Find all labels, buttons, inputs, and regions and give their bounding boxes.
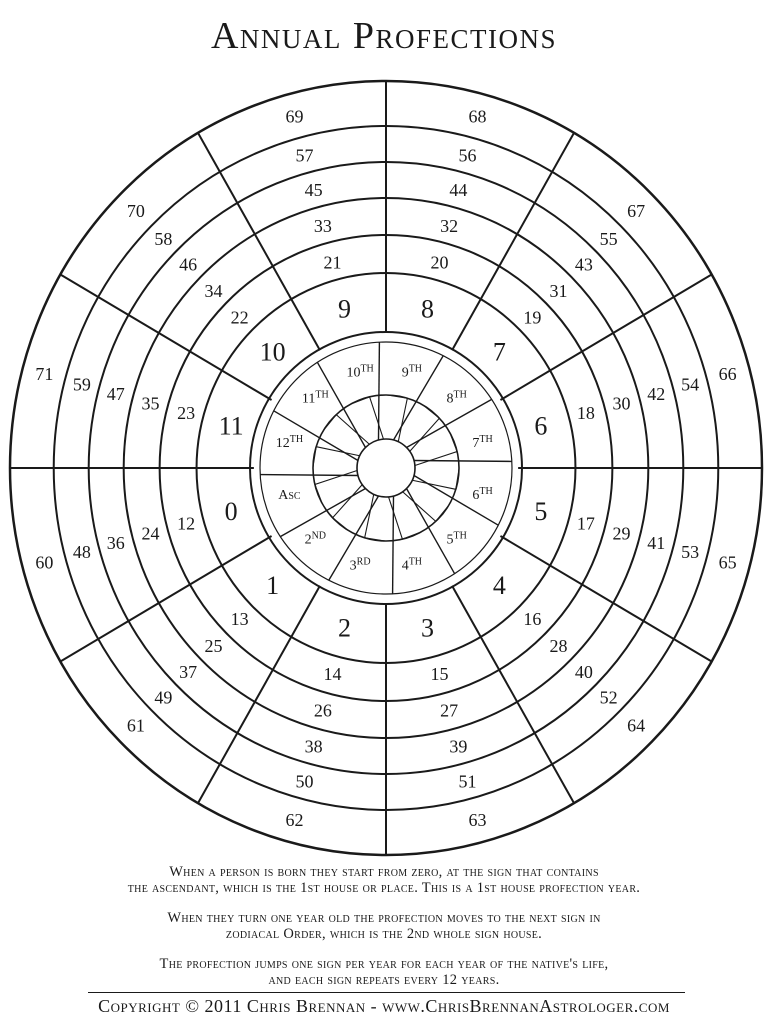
sign-number-label: 69	[285, 106, 304, 127]
sign-number-label: 70	[126, 200, 145, 221]
sign-number-label: 44	[449, 180, 468, 201]
explanation-line: When they turn one year old the profection moves to the next sign in	[167, 910, 601, 926]
house-ordinal-suffix: RD	[356, 556, 371, 568]
explanation-paragraph-1	[0, 864, 768, 896]
sign-number-label: 60	[35, 552, 54, 573]
sign-number-label: 23	[177, 403, 196, 424]
sign-number-label: 61	[126, 715, 145, 736]
hub-ray	[323, 415, 369, 445]
sign-number-label: 16	[523, 608, 542, 629]
sign-number-label: 40	[574, 661, 593, 682]
sign-number-label: 34	[204, 280, 223, 301]
house-label: 8TH	[446, 388, 467, 407]
explanation-line: the ascendant, which is the 1st house or place. This is a 1st house profection year.	[127, 880, 641, 896]
sign-spoke	[500, 536, 711, 662]
house-label: 5TH	[446, 530, 467, 548]
sign-number-label: 26	[313, 700, 332, 721]
hub-ray	[403, 492, 449, 522]
sign-number-label: 24	[141, 523, 160, 544]
sign-number-label: 21	[323, 252, 342, 273]
sign-spoke	[500, 275, 711, 401]
sign-number-label: 64	[627, 715, 646, 736]
sign-spoke	[60, 275, 271, 401]
sign-number-label: 0	[224, 496, 238, 526]
explanation-line: zodiacal Order, which is the 2nd whole sign house.	[225, 926, 543, 942]
house-ordinal-suffix: TH	[408, 556, 423, 568]
sign-number-label: 71	[35, 364, 54, 385]
sign-number-label: 32	[440, 215, 459, 236]
sign-number-label: 49	[154, 687, 173, 708]
sign-number-label: 28	[549, 635, 568, 656]
house-ordinal-suffix: TH	[479, 485, 493, 497]
house-label: 12TH	[275, 433, 304, 452]
sign-number-label: 13	[230, 608, 249, 629]
sign-number-label: 2	[338, 613, 352, 643]
sign-number-label: 55	[599, 229, 618, 250]
sign-number-label: 20	[430, 252, 449, 273]
sign-number-label: 12	[177, 513, 196, 534]
sign-number-label: 29	[612, 523, 631, 544]
sign-number-label: 33	[313, 215, 332, 236]
house-ordinal-suffix: TH	[453, 388, 467, 400]
sign-number-label: 59	[72, 374, 91, 395]
explanation-paragraph-3	[0, 956, 768, 988]
sign-number-label: 63	[468, 809, 487, 830]
sign-number-label: 48	[72, 542, 91, 563]
house-ordinal-suffix: TH	[315, 388, 329, 400]
house-ordinal-suffix: TH	[453, 530, 467, 542]
sign-spoke	[198, 133, 320, 350]
sign-number-label: 47	[106, 383, 125, 404]
sign-number-label: 30	[612, 393, 631, 414]
hub-ray	[410, 405, 440, 451]
sign-spoke	[60, 536, 271, 662]
house-ordinal-suffix: ND	[311, 530, 327, 542]
sign-number-label: 41	[647, 532, 666, 553]
sign-number-label: 10	[259, 337, 286, 367]
sign-number-label: 3	[420, 613, 434, 643]
explanation-line: and each sign repeats every 12 years.	[268, 972, 500, 988]
sign-number-label: 37	[179, 661, 198, 682]
sign-number-label: 57	[295, 145, 314, 166]
sign-number-label: 14	[323, 664, 342, 685]
explanation-line: When a person is born they start from zero, at the sign that contains	[169, 864, 599, 880]
wheel-structure	[10, 81, 762, 855]
house-label: 2ND	[304, 530, 327, 548]
sign-number-label: 43	[574, 254, 593, 275]
house-ordinal-suffix: TH	[360, 362, 374, 374]
house-label: Asc	[278, 487, 301, 503]
sign-number-label: 52	[599, 687, 618, 708]
sign-number-label: 38	[304, 736, 323, 757]
sign-number-label: 66	[718, 364, 737, 385]
sign-number-label: 22	[230, 307, 249, 328]
house-label: 3RD	[349, 556, 371, 574]
sign-number-label: 42	[647, 383, 666, 404]
sign-number-label: 5	[534, 496, 548, 526]
sign-number-label: 9	[338, 294, 352, 324]
explanation-paragraph-2	[0, 910, 768, 942]
sign-number-label: 31	[549, 280, 568, 301]
house-label: 4TH	[401, 556, 423, 574]
explanation-line: The profection jumps one sign per year for each year of the native's life,	[159, 956, 609, 972]
house-ordinal-suffix: TH	[289, 433, 304, 445]
sign-number-label: 54	[681, 374, 700, 395]
hub-ray	[333, 485, 363, 531]
sign-number-label: 7	[492, 337, 506, 367]
sign-spoke	[452, 133, 574, 350]
house-ordinal-suffix: TH	[479, 433, 493, 445]
sign-number-label: 4	[492, 570, 506, 600]
house-label: 10TH	[346, 362, 374, 381]
sign-number-label: 65	[718, 552, 737, 573]
house-ordinal-suffix: TH	[408, 362, 423, 374]
sign-number-label: 19	[523, 307, 542, 328]
sign-number-label: 62	[285, 809, 304, 830]
sign-number-label: 8	[420, 294, 434, 324]
house-label: 6TH	[472, 485, 493, 503]
sign-number-label: 39	[449, 736, 468, 757]
copyright-text: Copyright © 2011 Chris Brennan - www.ChrisBrennanAstrologer.com	[98, 996, 670, 1016]
sign-number-label: 68	[468, 106, 487, 127]
house-label: 9TH	[401, 362, 423, 381]
sign-number-label: 11	[218, 411, 244, 441]
sign-number-label: 53	[681, 542, 700, 563]
sign-number-label: 51	[458, 771, 477, 792]
sign-number-label: 15	[430, 664, 449, 685]
center-circle	[357, 439, 415, 497]
sign-number-label: 35	[141, 393, 160, 414]
sign-number-label: 25	[204, 635, 223, 656]
sign-number-label: 17	[576, 513, 595, 534]
sign-number-label: 36	[106, 532, 125, 553]
footer-divider	[88, 992, 685, 993]
sign-number-label: 27	[440, 700, 459, 721]
house-label: 7TH	[472, 433, 493, 452]
sign-number-label: 56	[458, 145, 477, 166]
sign-number-label: 46	[179, 254, 198, 275]
sign-number-label: 67	[627, 200, 646, 221]
house-label: 11TH	[301, 388, 329, 407]
sign-number-label: 50	[295, 771, 314, 792]
sign-number-label: 45	[304, 180, 323, 201]
sign-number-label: 1	[266, 570, 280, 600]
sign-number-label: 18	[576, 403, 595, 424]
sign-number-label: 58	[154, 229, 173, 250]
page-title: Annual Profections	[210, 15, 558, 57]
sign-number-label: 6	[534, 411, 548, 441]
